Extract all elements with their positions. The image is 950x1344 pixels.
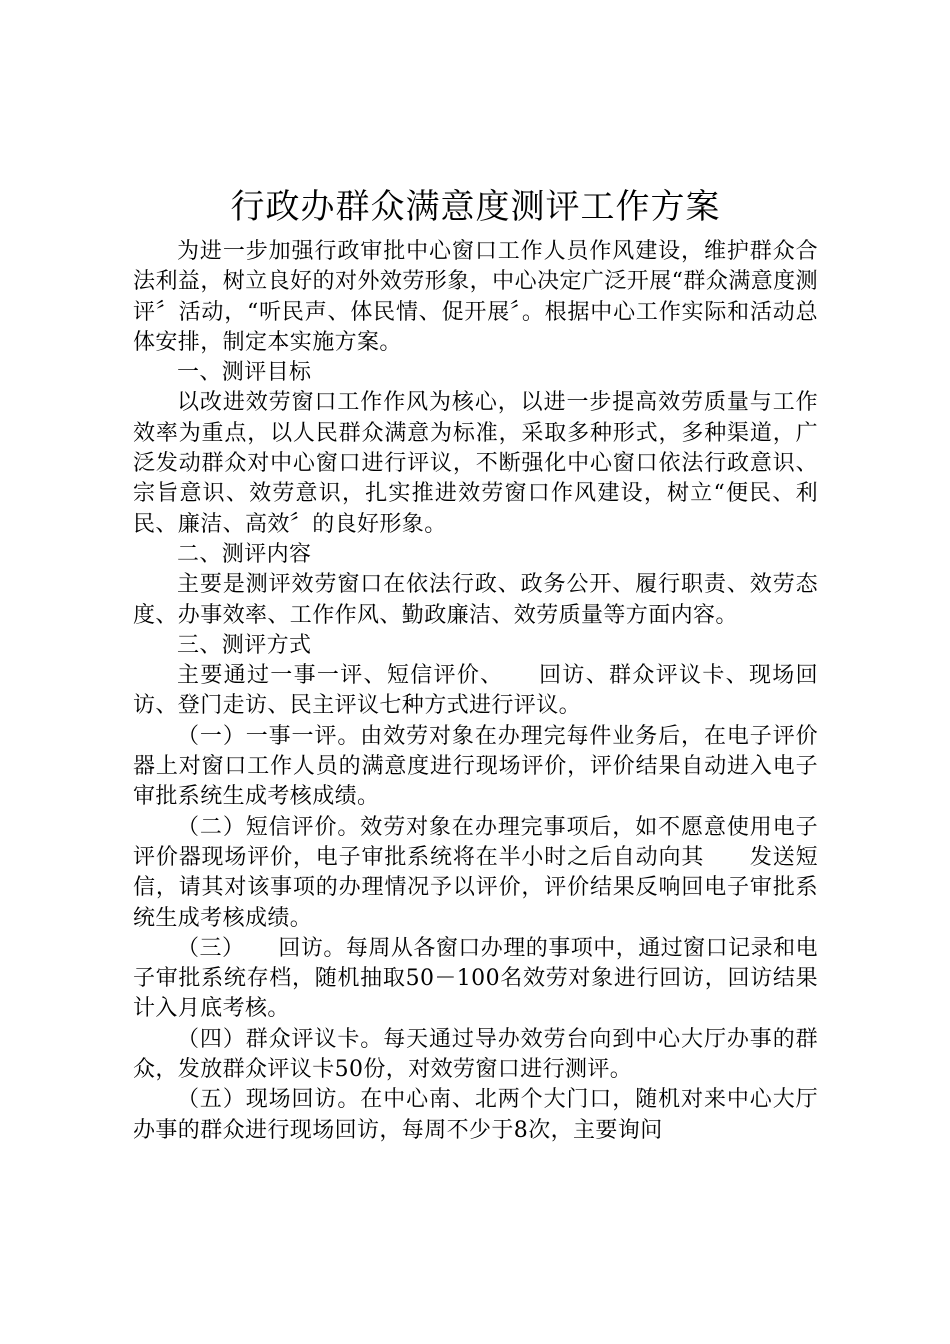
document-page	[133, 183, 818, 1146]
method-item-4: （四）群众评议卡。每天通过导办效劳台向到中心大厅办事的群众，发放群众评议卡50份，对效劳窗口进行测评。	[133, 1026, 818, 1083]
document-body	[133, 237, 818, 1146]
objectives-paragraph: 以改进效劳窗口工作作风为核心，以进一步提高效劳质量与工作效率为重点，以人民群众满意为标准，采取多种形式，多种渠道，广泛发动群众对中心窗口进行评议，不断强化中心窗口依法行政意识、宗旨意识、效劳意识，扎实推进效劳窗口作风建设，树立“便民、利民、廉洁、高效〞的良好形象。	[133, 390, 818, 537]
section-heading-content: 二、测评内容	[177, 541, 312, 567]
section-heading-objectives: 一、测评目标	[177, 360, 312, 386]
method-item-1: （一）一事一评。由效劳对象在办理完每件业务后，在电子评价器上对窗口工作人员的满意度进行现场评价，评价结果自动进入电子审批系统生成考核成绩。	[133, 723, 818, 810]
document-title: 行政办群众满意度测评工作方案	[230, 187, 721, 227]
section-heading-methods: 三、测评方式	[177, 632, 312, 658]
method-item-3: （三） 回访。每周从各窗口办理的事项中，通过窗口记录和电子审批系统存档，随机抽取50－100名效劳对象进行回访，回访结果计入月底考核。	[133, 935, 818, 1022]
content-paragraph: 主要是测评效劳窗口在依法行政、政务公开、履行职责、效劳态度、办事效率、工作作风、勤政廉洁、效劳质量等方面内容。	[133, 572, 818, 628]
intro-paragraph: 为进一步加强行政审批中心窗口工作人员作风建设，维护群众合法利益，树立良好的对外效劳形象，中心决定广泛开展“群众满意度测评〞活动，“听民声、体民情、促开展〞。根据中心工作实际和活动总体安排，制定本实施方案。	[133, 239, 818, 355]
methods-paragraph: 主要通过一事一评、短信评价、 回访、群众评议卡、现场回访、登门走访、民主评议七种方式进行评议。	[133, 663, 818, 719]
method-item-5: （五）现场回访。在中心南、北两个大门口，随机对来中心大厅办事的群众进行现场回访，每周不少于8次，主要询问	[133, 1087, 818, 1143]
method-item-2: （二）短信评价。效劳对象在办理完事项后，如不愿意使用电子评价器现场评价，电子审批系统将在半小时之后自动向其 发送短信，请其对该事项的办理情况予以评价，评价结果反响回电子审批系统生成考核成绩。	[133, 814, 818, 931]
